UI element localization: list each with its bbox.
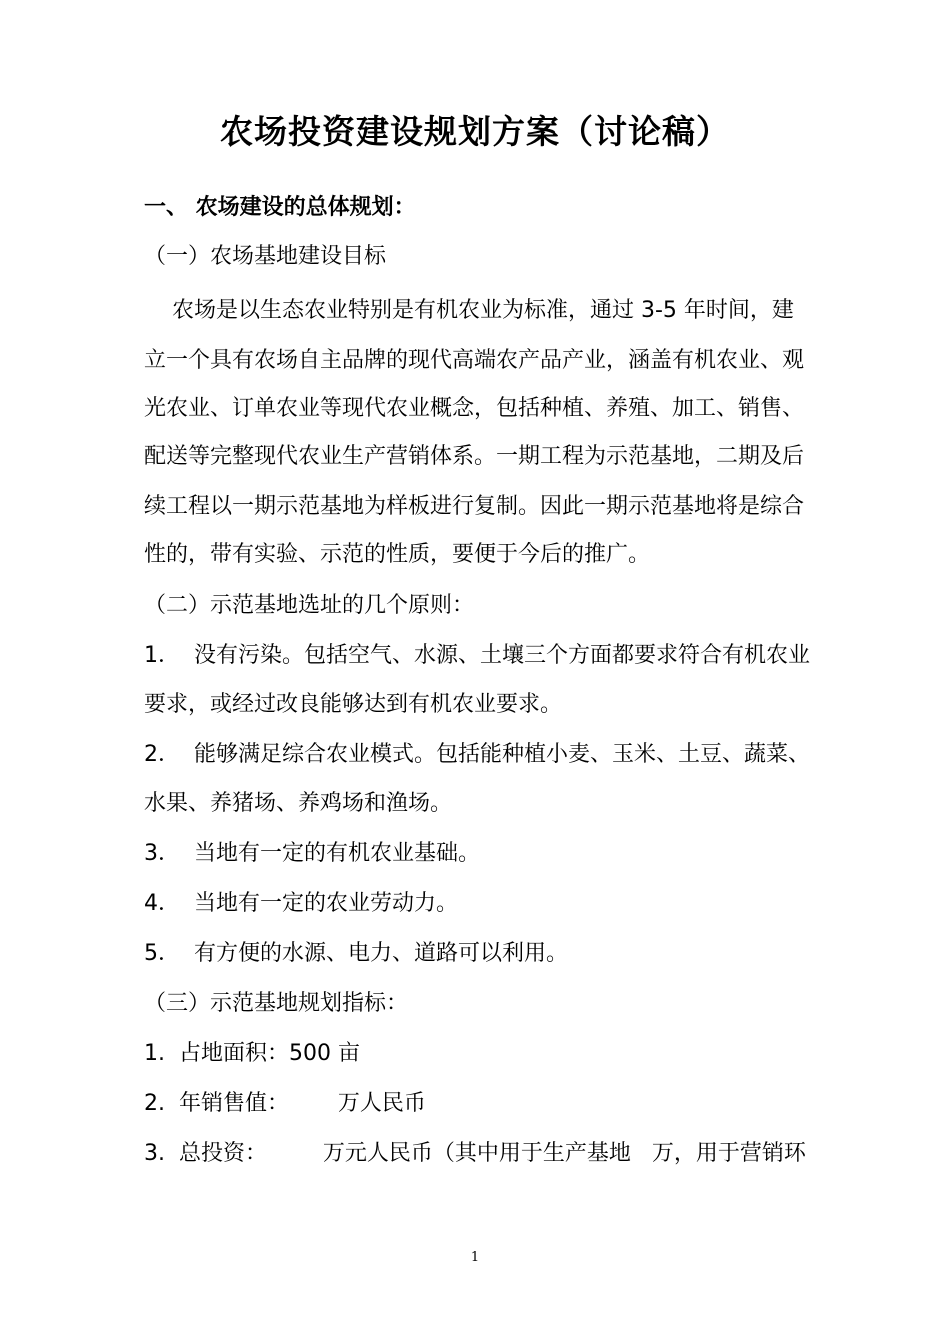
list-item: 2． 能够满足综合农业模式。包括能种植小麦、玉米、土豆、蔬菜、	[144, 742, 810, 767]
subsection-heading-2: （二）示范基地选址的几个原则：	[144, 593, 475, 618]
paragraph-line: 光农业、订单农业等现代农业概念，包括种植、养殖、加工、销售、	[144, 396, 805, 421]
paragraph-line: 农场是以生态农业特别是有机农业为标准，通过 3-5 年时间，建	[144, 298, 794, 323]
page-number: 1	[470, 1250, 480, 1265]
document-title: 农场投资建设规划方案（讨论稿）	[220, 112, 730, 151]
list-item: 1. 占地面积：500 亩	[144, 1041, 360, 1066]
section-heading-1: 一、 农场建设的总体规划：	[144, 195, 416, 220]
list-item-continuation: 水果、养猪场、养鸡场和渔场。	[144, 791, 453, 816]
list-item: 3． 当地有一定的有机农业基础。	[144, 841, 480, 866]
paragraph-line: 性的，带有实验、示范的性质，要便于今后的推广。	[144, 542, 651, 567]
paragraph-line: 配送等完整现代农业生产营销体系。一期工程为示范基地，二期及后	[144, 444, 805, 469]
paragraph-line: 立一个具有农场自主品牌的现代高端农产品产业，涵盖有机农业、观	[144, 348, 805, 373]
paragraph-line: 续工程以一期示范基地为样板进行复制。因此一期示范基地将是综合	[144, 494, 805, 519]
list-item: 2. 年销售值： 万人民币	[144, 1091, 426, 1116]
list-item: 5． 有方便的水源、电力、道路可以利用。	[144, 941, 568, 966]
subsection-heading-3: （三）示范基地规划指标：	[144, 991, 409, 1016]
list-item: 1． 没有污染。包括空气、水源、土壤三个方面都要求符合有机农业	[144, 643, 810, 668]
list-item: 3. 总投资： 万元人民币（其中用于生产基地 万，用于营销环	[144, 1141, 806, 1166]
list-item: 4． 当地有一定的农业劳动力。	[144, 891, 458, 916]
list-item-continuation: 要求，或经过改良能够达到有机农业要求。	[144, 692, 563, 717]
subsection-heading-1: （一）农场基地建设目标	[144, 244, 387, 269]
